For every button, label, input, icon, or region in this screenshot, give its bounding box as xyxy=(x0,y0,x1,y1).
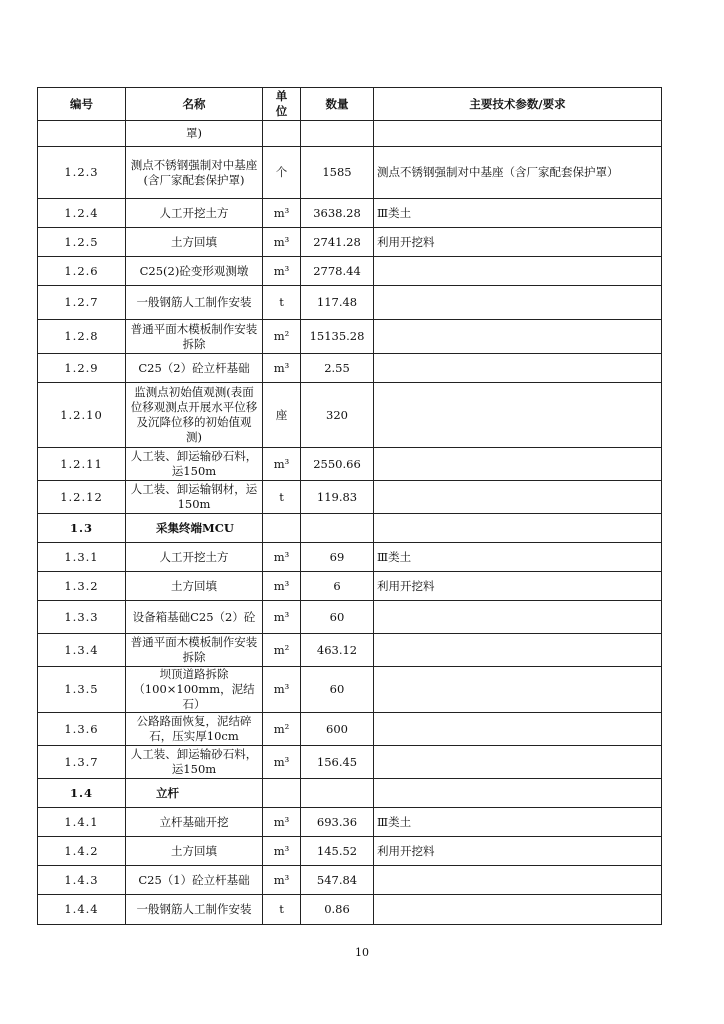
cell-quantity: 117.48 xyxy=(301,286,374,320)
cell-requirements xyxy=(374,383,662,448)
cell-quantity: 15135.28 xyxy=(301,320,374,354)
cell-unit: m³ xyxy=(263,667,301,713)
cell-quantity: 2.55 xyxy=(301,354,374,383)
cell-unit: m² xyxy=(263,634,301,667)
cell-name: 设备箱基础C25（2）砼 xyxy=(126,601,263,634)
cell-code: 1.2.5 xyxy=(38,228,126,257)
table-row xyxy=(38,667,662,713)
cell-name: 人工开挖土方 xyxy=(126,199,263,228)
cell-name: 一般钢筋人工制作安装 xyxy=(126,895,263,925)
header-code: 编号 xyxy=(38,88,126,121)
cell-requirements: 利用开挖料 xyxy=(374,837,662,866)
cell-unit: 座 xyxy=(263,383,301,448)
cell-quantity xyxy=(301,514,374,543)
cell-unit: t xyxy=(263,895,301,925)
cell-requirements xyxy=(374,286,662,320)
cell-code: 1.3.3 xyxy=(38,601,126,634)
header-name: 名称 xyxy=(126,88,263,121)
section-row xyxy=(38,779,662,808)
table-row xyxy=(38,837,662,866)
cell-code: 1.2.8 xyxy=(38,320,126,354)
cell-requirements xyxy=(374,713,662,746)
table-row xyxy=(38,228,662,257)
cell-name: 人工开挖土方 xyxy=(126,543,263,572)
table-row xyxy=(38,121,662,147)
cell-code: 1.2.9 xyxy=(38,354,126,383)
cell-code: 1.2.12 xyxy=(38,481,126,514)
table-row xyxy=(38,383,662,448)
cell-code: 1.2.7 xyxy=(38,286,126,320)
cell-requirements: 测点不锈钢强制对中基座（含厂家配套保护罩） xyxy=(374,147,662,199)
cell-name: C25（2）砼立杆基础 xyxy=(126,354,263,383)
cell-quantity: 2741.28 xyxy=(301,228,374,257)
cell-code: 1.4.3 xyxy=(38,866,126,895)
cell-code: 1.3.4 xyxy=(38,634,126,667)
cell-name: C25（1）砼立杆基础 xyxy=(126,866,263,895)
cell-name: 土方回填 xyxy=(126,228,263,257)
cell-unit: m³ xyxy=(263,228,301,257)
table-row xyxy=(38,199,662,228)
cell-unit: m³ xyxy=(263,837,301,866)
cell-unit xyxy=(263,779,301,808)
cell-requirements: 利用开挖料 xyxy=(374,228,662,257)
cell-quantity: 119.83 xyxy=(301,481,374,514)
cell-requirements xyxy=(374,746,662,779)
cell-unit: m³ xyxy=(263,543,301,572)
table-row xyxy=(38,320,662,354)
cell-name: 土方回填 xyxy=(126,837,263,866)
cell-quantity: 0.86 xyxy=(301,895,374,925)
cell-requirements xyxy=(374,354,662,383)
cell-quantity: 60 xyxy=(301,667,374,713)
cell-unit: m³ xyxy=(263,601,301,634)
cell-quantity: 3638.28 xyxy=(301,199,374,228)
table-row xyxy=(38,866,662,895)
table-row xyxy=(38,895,662,925)
cell-quantity: 2778.44 xyxy=(301,257,374,286)
cell-code: 1.4 xyxy=(38,779,126,808)
cell-requirements: 利用开挖料 xyxy=(374,572,662,601)
cell-name: 立杆基础开挖 xyxy=(126,808,263,837)
cell-unit: m² xyxy=(263,320,301,354)
header-unit: 单位 xyxy=(263,88,301,121)
cell-quantity: 320 xyxy=(301,383,374,448)
cell-name: 人工装、卸运输钢材，运150m xyxy=(126,481,263,514)
cell-requirements xyxy=(374,121,662,147)
table-row xyxy=(38,572,662,601)
table-row xyxy=(38,634,662,667)
cell-code: 1.3.7 xyxy=(38,746,126,779)
cell-requirements: Ⅲ类土 xyxy=(374,543,662,572)
table-row xyxy=(38,147,662,199)
cell-requirements xyxy=(374,634,662,667)
table-row xyxy=(38,601,662,634)
table-row xyxy=(38,286,662,320)
cell-unit: m³ xyxy=(263,808,301,837)
cell-name: 土方回填 xyxy=(126,572,263,601)
cell-quantity: 1585 xyxy=(301,147,374,199)
cell-code: 1.2.11 xyxy=(38,448,126,481)
cell-name: 人工装、卸运输砂石料，运150m xyxy=(126,448,263,481)
cell-unit: m³ xyxy=(263,448,301,481)
cell-quantity: 69 xyxy=(301,543,374,572)
cell-quantity: 600 xyxy=(301,713,374,746)
cell-unit: m³ xyxy=(263,199,301,228)
cell-unit: m³ xyxy=(263,866,301,895)
cell-unit: t xyxy=(263,481,301,514)
header-quantity: 数量 xyxy=(301,88,374,121)
cell-name: 立杆 xyxy=(126,779,263,808)
cell-name: 采集终端MCU xyxy=(126,514,263,543)
table-row xyxy=(38,481,662,514)
table-row xyxy=(38,713,662,746)
cell-unit: t xyxy=(263,286,301,320)
cell-unit: m² xyxy=(263,713,301,746)
cell-requirements xyxy=(374,514,662,543)
cell-quantity: 693.36 xyxy=(301,808,374,837)
cell-requirements xyxy=(374,779,662,808)
table-row xyxy=(38,257,662,286)
cell-code: 1.2.3 xyxy=(38,147,126,199)
header-row xyxy=(38,88,662,121)
cell-quantity xyxy=(301,121,374,147)
table-body xyxy=(38,121,662,925)
cell-unit: m³ xyxy=(263,746,301,779)
cell-code: 1.4.4 xyxy=(38,895,126,925)
cell-requirements xyxy=(374,448,662,481)
table-row xyxy=(38,354,662,383)
cell-requirements xyxy=(374,667,662,713)
cell-unit xyxy=(263,121,301,147)
cell-name: 监测点初始值观测(表面位移观测点开展水平位移及沉降位移的初始值观测) xyxy=(126,383,263,448)
cell-requirements xyxy=(374,320,662,354)
cell-unit: 个 xyxy=(263,147,301,199)
cell-name: C25(2)砼变形观测墩 xyxy=(126,257,263,286)
cell-quantity: 60 xyxy=(301,601,374,634)
cell-requirements xyxy=(374,601,662,634)
cell-requirements xyxy=(374,257,662,286)
cell-code: 1.3.6 xyxy=(38,713,126,746)
cell-code: 1.3 xyxy=(38,514,126,543)
cell-code: 1.3.1 xyxy=(38,543,126,572)
cell-name: 罩) xyxy=(126,121,263,147)
cell-code: 1.2.4 xyxy=(38,199,126,228)
cell-code: 1.4.1 xyxy=(38,808,126,837)
cell-quantity xyxy=(301,779,374,808)
cell-code: 1.4.2 xyxy=(38,837,126,866)
header-requirements: 主要技术参数/要求 xyxy=(374,88,662,121)
cell-requirements xyxy=(374,895,662,925)
cell-quantity: 2550.66 xyxy=(301,448,374,481)
cell-quantity: 547.84 xyxy=(301,866,374,895)
table-row xyxy=(38,808,662,837)
cell-requirements: Ⅲ类土 xyxy=(374,808,662,837)
cell-name: 测点不锈钢强制对中基座(含厂家配套保护罩) xyxy=(126,147,263,199)
cell-quantity: 463.12 xyxy=(301,634,374,667)
cell-requirements: Ⅲ类土 xyxy=(374,199,662,228)
cell-name: 公路路面恢复，泥结碎石，压实厚10cm xyxy=(126,713,263,746)
cell-name: 坝顶道路拆除（100×100mm，泥结石） xyxy=(126,667,263,713)
cell-requirements xyxy=(374,481,662,514)
cell-unit: m³ xyxy=(263,572,301,601)
table-row xyxy=(38,448,662,481)
cell-name: 一般钢筋人工制作安装 xyxy=(126,286,263,320)
cell-requirements xyxy=(374,866,662,895)
cell-name: 人工装、卸运输砂石料，运150m xyxy=(126,746,263,779)
cell-quantity: 156.45 xyxy=(301,746,374,779)
table-row xyxy=(38,746,662,779)
cell-quantity: 145.52 xyxy=(301,837,374,866)
cell-name: 普通平面木模板制作安装拆除 xyxy=(126,320,263,354)
page-number: 10 xyxy=(355,946,369,959)
cell-name: 普通平面木模板制作安装拆除 xyxy=(126,634,263,667)
table-row xyxy=(38,543,662,572)
cell-code: 1.3.5 xyxy=(38,667,126,713)
cell-code: 1.2.10 xyxy=(38,383,126,448)
cell-unit: m³ xyxy=(263,354,301,383)
cell-code: 1.2.6 xyxy=(38,257,126,286)
cell-code: 1.3.2 xyxy=(38,572,126,601)
cell-unit xyxy=(263,514,301,543)
section-row xyxy=(38,514,662,543)
cell-unit: m³ xyxy=(263,257,301,286)
quantity-table xyxy=(37,87,662,925)
cell-code xyxy=(38,121,126,147)
cell-quantity: 6 xyxy=(301,572,374,601)
